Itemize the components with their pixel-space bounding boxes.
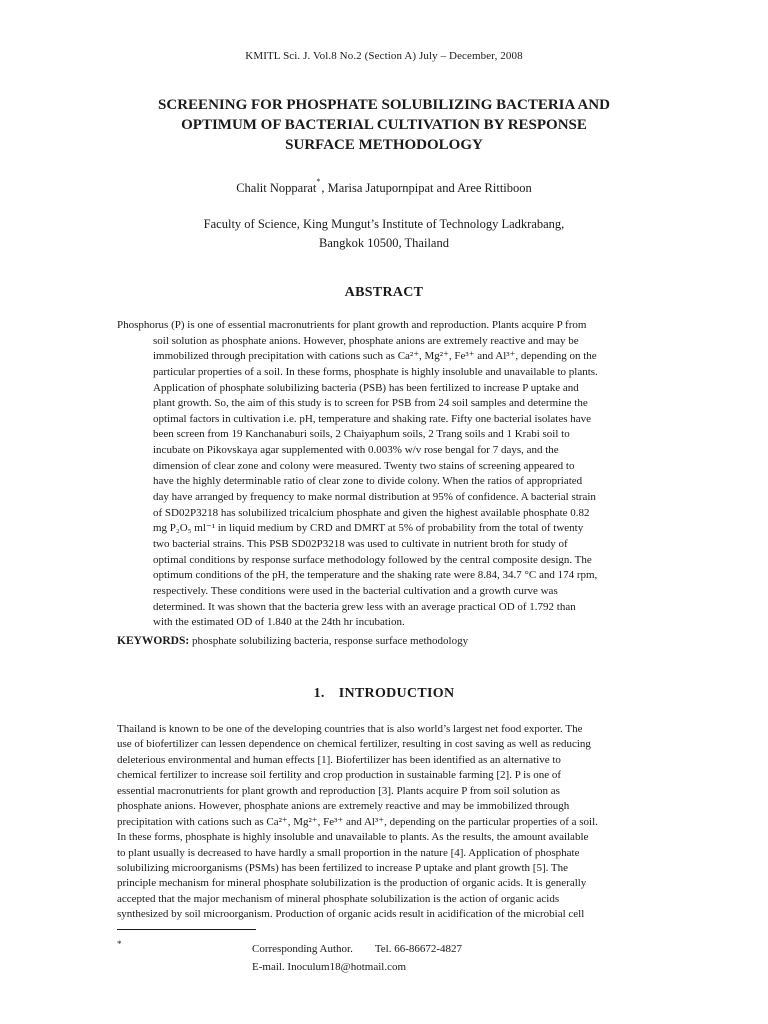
- abstract-line: optimal factors in cultivation i.e. pH, temperature and shaking rate. Fifty one bacterial isolates have: [153, 412, 592, 425]
- intro-line: In these forms, phosphate is highly insoluble and unavailable to plants. As the results, the amount available: [117, 831, 589, 844]
- footnote-label: Corresponding Author.: [252, 943, 353, 955]
- author-name: Chalit Nopparat: [236, 181, 317, 196]
- abstract-line: have the highly determinable ratio of clear zone to divide colony. When the ratios of appropriated: [153, 475, 583, 488]
- abstract-line: mg P₂O₅ ml⁻¹ in liquid medium by CRD and DMRT at 5% of probability from the total of twenty: [153, 522, 584, 535]
- intro-line: precipitation with cations such as Ca²⁺, Mg²⁺, Fe³⁺ and Al³⁺, depending on the particular properties of a soil.: [117, 815, 598, 828]
- abstract-line: determined. It was shown that the bacteria grew less with an average practical OD of 1.792 than: [153, 600, 576, 613]
- intro-line: deleterious environmental and human effects [1]. Biofertilizer has been identified as an alternative to: [117, 753, 561, 766]
- section-title: INTRODUCTION: [338, 686, 455, 701]
- introduction-heading: [0, 686, 768, 702]
- abstract-line: incubate on Pikovskaya agar supplemented with 0.003% w/v rose bengal for 7 days, and the: [153, 444, 559, 457]
- footnote: [252, 940, 462, 976]
- abstract-line: with the estimated OD of 1.840 at the 24th hr incubation.: [153, 616, 405, 629]
- coauthor-names: , Marisa Jatupornpipat and Aree Rittiboon: [321, 181, 532, 196]
- section-number: 1.: [313, 686, 325, 701]
- corresponding-author-marker: *: [316, 177, 321, 186]
- footnote-line: [252, 940, 462, 958]
- affiliation-line: Faculty of Science, King Mungut’s Institute of Technology Ladkrabang,: [203, 217, 565, 231]
- abstract-heading: ABSTRACT: [344, 285, 424, 300]
- journal-header: KMITL Sci. J. Vol.8 No.2 (Section A) July – December, 2008: [245, 50, 523, 62]
- abstract-line: soil solution as phosphate anions. However, phosphate anions are extremely reactive and may be: [153, 334, 579, 347]
- abstract-line: dimension of clear zone and colony were measured. Twenty two stains of screening appeared to: [153, 459, 575, 472]
- author-list: [0, 177, 768, 196]
- abstract-line: been screen from 19 Kanchanaburi soils, 2 Chaiyaphum soils, 2 Trang soils and 1 Krabi soil to: [153, 428, 570, 441]
- keywords-label: KEYWORDS:: [117, 635, 190, 647]
- affiliation: [0, 215, 768, 253]
- paper-title: [0, 95, 768, 155]
- introduction-body: [117, 722, 669, 923]
- intro-line: principle mechanism for mineral phosphate solubilization is the production of organic acids. It is generally: [117, 877, 587, 890]
- footnote-phone: Tel. 66-86672-4827: [374, 943, 463, 955]
- abstract-line: optimal conditions by response surface methodology followed by the central composite design. The: [153, 553, 592, 566]
- intro-line: Thailand is known to be one of the developing countries that is also world’s largest net food exporter. The: [117, 723, 583, 735]
- abstract-line: optimum conditions of the pH, the temperature and the shaking rate were 8.84, 34.7 °C and 174 rpm,: [153, 569, 598, 582]
- abstract-line: respectively. These conditions were used in the bacterial cultivation and a growth curve was: [153, 584, 558, 597]
- abstract-line: Application of phosphate solubilizing bacteria (PSB) has been fertilized to increase P uptake and: [153, 381, 579, 394]
- intro-line: chemical fertilizer to increase soil fertility and crop production in sustainable farming [2]. P is one of: [117, 769, 562, 782]
- abstract-line: day have arranged by frequency to make normal distribution at 95% of confidence. A bacterial strain: [153, 491, 596, 504]
- title-line: SCREENING FOR PHOSPHATE SOLUBILIZING BACTERIA AND: [158, 97, 610, 113]
- intro-line: to plant usually is decreased to have hardly a small proportion in the nature [4]. Application of phosphate: [117, 846, 580, 859]
- abstract-line: immobilized through precipitation with cations such as Ca²⁺, Mg²⁺, Fe³⁺ and Al³⁺, depending on the: [153, 350, 597, 363]
- title-line: OPTIMUM OF BACTERIAL CULTIVATION BY RESPONSE: [181, 117, 587, 133]
- intro-line: use of biofertilizer can lessen dependence on chemical fertilizer, resulting in cost saving as well as reducing: [117, 738, 591, 751]
- abstract-line: two bacterial strains. This PSB SD02P3218 was used to cultivate in nutrient broth for study of: [153, 537, 568, 550]
- keywords-text: phosphate solubilizing bacteria, response surface methodology: [189, 635, 469, 647]
- footnote-marker: *: [117, 939, 122, 949]
- title-line: SURFACE METHODOLOGY: [285, 137, 483, 153]
- abstract-line: particular properties of a soil. In these forms, phosphate is highly insoluble and unavailable to plants.: [153, 365, 598, 378]
- abstract-line: of SD02P3218 has solubilized tricalcium phosphate and given the highest available phosphate 0.82: [153, 506, 590, 519]
- footnote-rule: [117, 929, 256, 930]
- intro-line: solubilizing microorganisms (PSMs) has been fertilized to increase P uptake and plant growth [5]. The: [117, 861, 569, 874]
- abstract-line: Phosphorus (P) is one of essential macronutrients for plant growth and reproduction. Plants acquire P from: [117, 319, 587, 331]
- keywords: [117, 635, 468, 647]
- intro-line: synthesized by soil microorganism. Production of organic acids result in acidification of the microbial cell: [117, 908, 585, 921]
- footnote-email: E-mail. Inoculum18@hotmail.com: [252, 961, 407, 973]
- affiliation-line: Bangkok 10500, Thailand: [319, 236, 449, 250]
- intro-line: phosphate anions. However, phosphate anions are extremely reactive and may be immobilized through: [117, 800, 570, 813]
- abstract-line: plant growth. So, the aim of this study is to screen for PSB from 24 soil samples and determine the: [153, 397, 588, 410]
- intro-line: accepted that the major mechanism of mineral phosphate solubilization is the action of organic acids: [117, 892, 560, 905]
- abstract-body: [117, 318, 657, 631]
- intro-line: essential macronutrients for plant growth and reproduction [3]. Plants acquire P from soil solution as: [117, 784, 560, 797]
